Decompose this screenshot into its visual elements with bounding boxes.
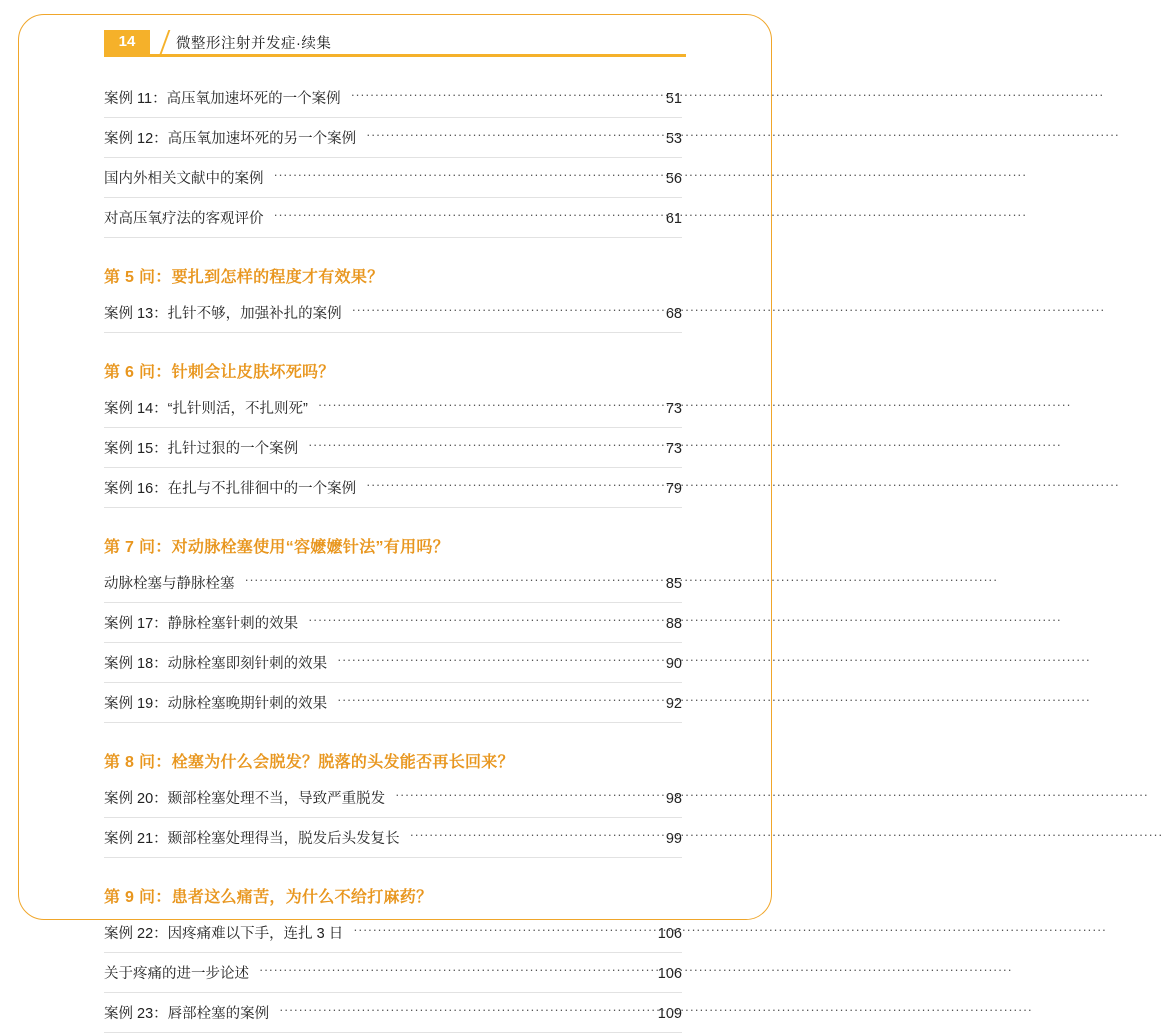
toc-section-heading: 第 6 问：针刺会让皮肤坏死吗？ bbox=[104, 364, 335, 381]
toc-entry-title: 案例 21：颞部栓塞处理得当，脱发后头发复长 bbox=[104, 831, 400, 847]
toc-entry-page-number: 73 bbox=[665, 441, 682, 457]
toc-entry-title: 案例 20：颞部栓塞处理不当，导致严重脱发 bbox=[104, 791, 386, 807]
header-title: 微整形注射并发症·续集 bbox=[176, 36, 332, 52]
toc-entry[interactable] bbox=[104, 643, 682, 683]
toc-entry-page-number: 56 bbox=[665, 171, 682, 187]
toc-leader-dots bbox=[337, 694, 656, 709]
toc-entry[interactable] bbox=[104, 388, 682, 428]
toc-entry-title: 案例 23：唇部栓塞的案例 bbox=[104, 1006, 270, 1022]
toc-leader-dots bbox=[308, 439, 656, 454]
toc-leader-dots bbox=[259, 964, 648, 979]
toc-entry-page-number: 61 bbox=[665, 211, 682, 227]
toc-section-heading: 第 9 问：患者这么痛苦，为什么不给打麻药？ bbox=[104, 889, 433, 906]
toc-entry-title: 案例 17：静脉栓塞针刺的效果 bbox=[104, 616, 299, 632]
toc-entry[interactable] bbox=[104, 603, 682, 643]
toc-entry[interactable] bbox=[104, 293, 682, 333]
toc-entry-title: 国内外相关文献中的案例 bbox=[104, 171, 264, 187]
toc-entry-page-number: 79 bbox=[665, 481, 682, 497]
toc-entry-title: 案例 12：高压氧加速坏死的另一个案例 bbox=[104, 131, 357, 147]
toc-entry[interactable] bbox=[104, 118, 682, 158]
toc-entry-page-number: 68 bbox=[665, 306, 682, 322]
toc-entry[interactable] bbox=[104, 683, 682, 723]
toc-section-heading: 第 5 问：要扎到怎样的程度才有效果？ bbox=[104, 269, 384, 286]
toc-leader-dots bbox=[308, 614, 656, 629]
toc-leader-dots bbox=[410, 829, 656, 844]
page-number: 14 bbox=[104, 30, 150, 54]
toc-entry-page-number: 88 bbox=[665, 616, 682, 632]
toc-entry-title: 关于疼痛的进一步论述 bbox=[104, 966, 249, 982]
toc-entry-title: 案例 11：高压氧加速坏死的一个案例 bbox=[104, 91, 341, 107]
toc-entry-page-number: 98 bbox=[665, 791, 682, 807]
slash-icon bbox=[158, 28, 172, 56]
toc-entry[interactable] bbox=[104, 563, 682, 603]
toc-leader-dots bbox=[274, 209, 656, 224]
toc-entry-page-number: 51 bbox=[665, 91, 682, 107]
toc-leader-dots bbox=[318, 399, 656, 414]
toc-entry[interactable] bbox=[104, 468, 682, 508]
toc-entry-title: 案例 16：在扎与不扎徘徊中的一个案例 bbox=[104, 481, 357, 497]
toc-entry-title: 对高压氧疗法的客观评价 bbox=[104, 211, 264, 227]
toc-leader-dots bbox=[337, 654, 656, 669]
toc-entry-page-number: 106 bbox=[657, 926, 682, 942]
toc-entry[interactable] bbox=[104, 428, 682, 468]
toc-entry-page-number: 85 bbox=[665, 576, 682, 592]
toc-entry-page-number: 99 bbox=[665, 831, 682, 847]
toc-entry-title: 案例 22：因疼痛难以下手，连扎 3 日 bbox=[104, 926, 344, 942]
toc-leader-dots bbox=[352, 304, 656, 319]
toc-leader-dots bbox=[279, 1004, 648, 1019]
toc-entry-page-number: 106 bbox=[657, 966, 682, 982]
toc-entry-title: 案例 14：“扎针则活，不扎则死” bbox=[104, 401, 308, 417]
toc-entry[interactable] bbox=[104, 198, 682, 238]
toc-entry[interactable] bbox=[104, 913, 682, 953]
table-of-contents bbox=[104, 78, 682, 1033]
header-divider bbox=[104, 54, 686, 57]
toc-entry-title: 案例 19：动脉栓塞晚期针刺的效果 bbox=[104, 696, 328, 712]
toc-leader-dots bbox=[245, 574, 656, 589]
toc-entry-page-number: 53 bbox=[665, 131, 682, 147]
toc-leader-dots bbox=[351, 89, 656, 104]
toc-entry[interactable] bbox=[104, 818, 682, 858]
toc-entry[interactable] bbox=[104, 158, 682, 198]
toc-section-heading: 第 7 问：对动脉栓塞使用“容嬷嬷针法”有用吗？ bbox=[104, 539, 449, 556]
toc-leader-dots bbox=[395, 789, 656, 804]
toc-entry-page-number: 73 bbox=[665, 401, 682, 417]
page-header bbox=[104, 22, 686, 62]
toc-entry-title: 案例 18：动脉栓塞即刻针刺的效果 bbox=[104, 656, 328, 672]
toc-leader-dots bbox=[353, 924, 648, 939]
toc-leader-dots bbox=[366, 129, 656, 144]
toc-entry[interactable] bbox=[104, 778, 682, 818]
toc-entry-page-number: 90 bbox=[665, 656, 682, 672]
toc-entry[interactable] bbox=[104, 78, 682, 118]
toc-entry-page-number: 109 bbox=[657, 1006, 682, 1022]
toc-entry-page-number: 92 bbox=[665, 696, 682, 712]
toc-section-heading: 第 8 问：栓塞为什么会脱发？脱落的头发能否再长回来？ bbox=[104, 754, 514, 771]
toc-entry-title: 案例 15：扎针过狠的一个案例 bbox=[104, 441, 299, 457]
toc-entry[interactable] bbox=[104, 953, 682, 993]
toc-entry-title: 案例 13：扎针不够，加强补扎的案例 bbox=[104, 306, 342, 322]
toc-entry-title: 动脉栓塞与静脉栓塞 bbox=[104, 576, 235, 592]
toc-leader-dots bbox=[274, 169, 656, 184]
toc-entry[interactable] bbox=[104, 993, 682, 1033]
toc-leader-dots bbox=[366, 479, 656, 494]
